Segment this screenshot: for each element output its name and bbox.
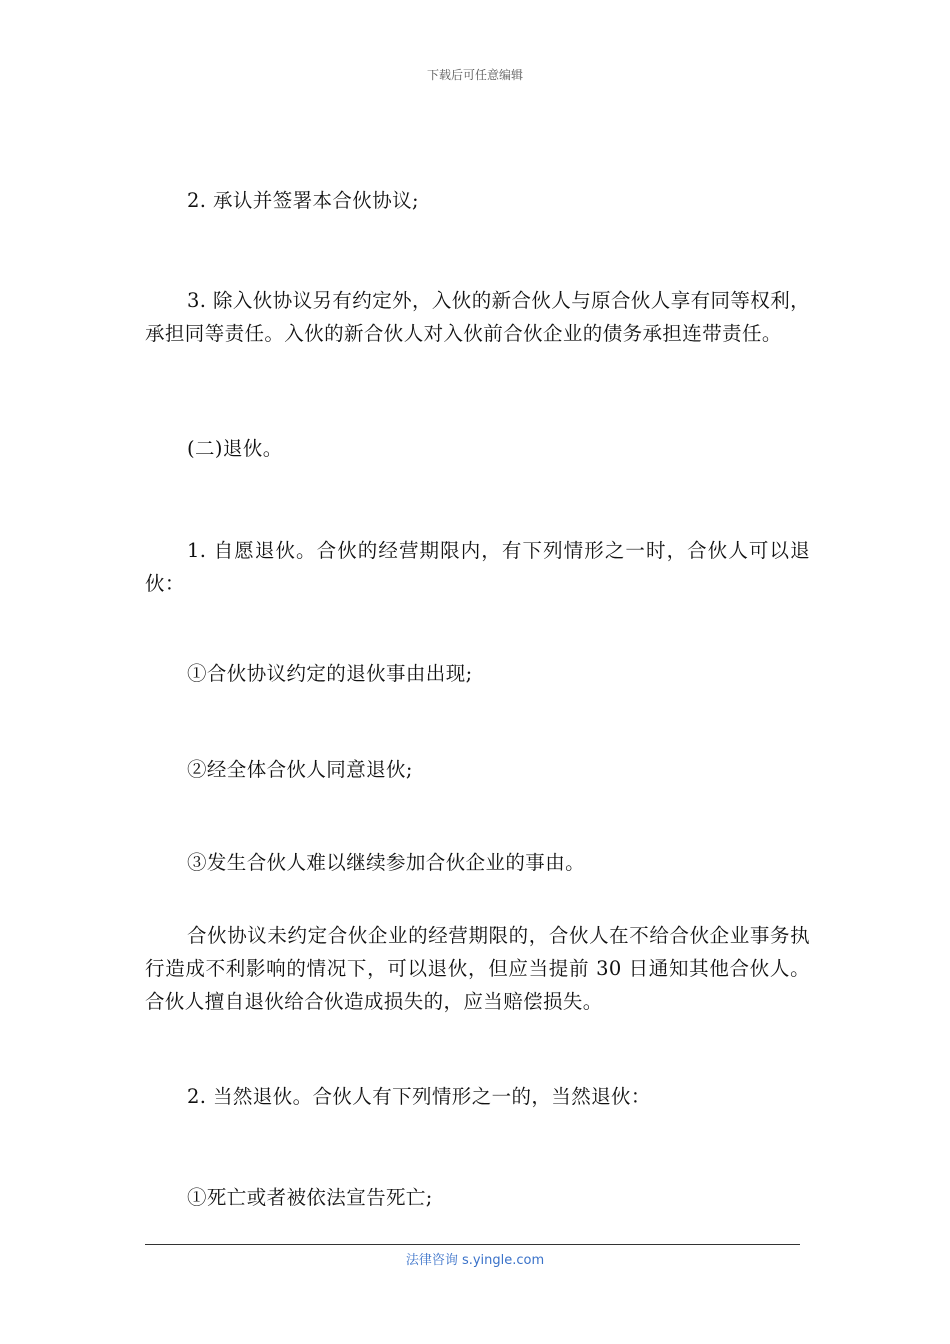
paragraph-voluntary-withdrawal: 1. 自愿退伙。合伙的经营期限内，有下列情形之一时，合伙人可以退伙： xyxy=(145,539,810,595)
paragraph-automatic-withdrawal: 2. 当然退伙。合伙人有下列情形之一的，当然退伙： xyxy=(187,1085,651,1108)
page-header-note: 下载后可任意编辑 xyxy=(426,68,523,82)
paragraph-sign-agreement: 2. 承认并签署本合伙协议; xyxy=(187,189,419,212)
paragraph-item-unanimous-consent: ②经全体合伙人同意退伙; xyxy=(187,758,413,781)
paragraph-equal-rights: 3. 除入伙协议另有约定外，入伙的新合伙人与原合伙人享有同等权利，承担同等责任。入伙的新合伙人对入伙前合伙企业的债务承担连带责任。 xyxy=(145,289,811,345)
paragraph-item-unable-continue: ③发生合伙人难以继续参加合伙企业的事由。 xyxy=(187,851,586,874)
footer-link[interactable]: 法律咨询 s.yingle.com xyxy=(405,1253,545,1268)
footer-divider xyxy=(145,1244,800,1245)
paragraph-no-term-withdrawal: 合伙协议未约定合伙企业的经营期限的，合伙人在不给合伙企业事务执行造成不利影响的情况下，可以退伙，但应当提前 30 日通知其他合伙人。合伙人擅自退伙给合伙造成损失的，应当赔偿损失。 xyxy=(145,924,810,1013)
paragraph-item-agreed-cause: ①合伙协议约定的退伙事由出现; xyxy=(187,662,473,685)
paragraph-withdrawal-heading: (二)退伙。 xyxy=(187,437,283,460)
paragraph-item-death: ①死亡或者被依法宣告死亡; xyxy=(187,1186,433,1209)
